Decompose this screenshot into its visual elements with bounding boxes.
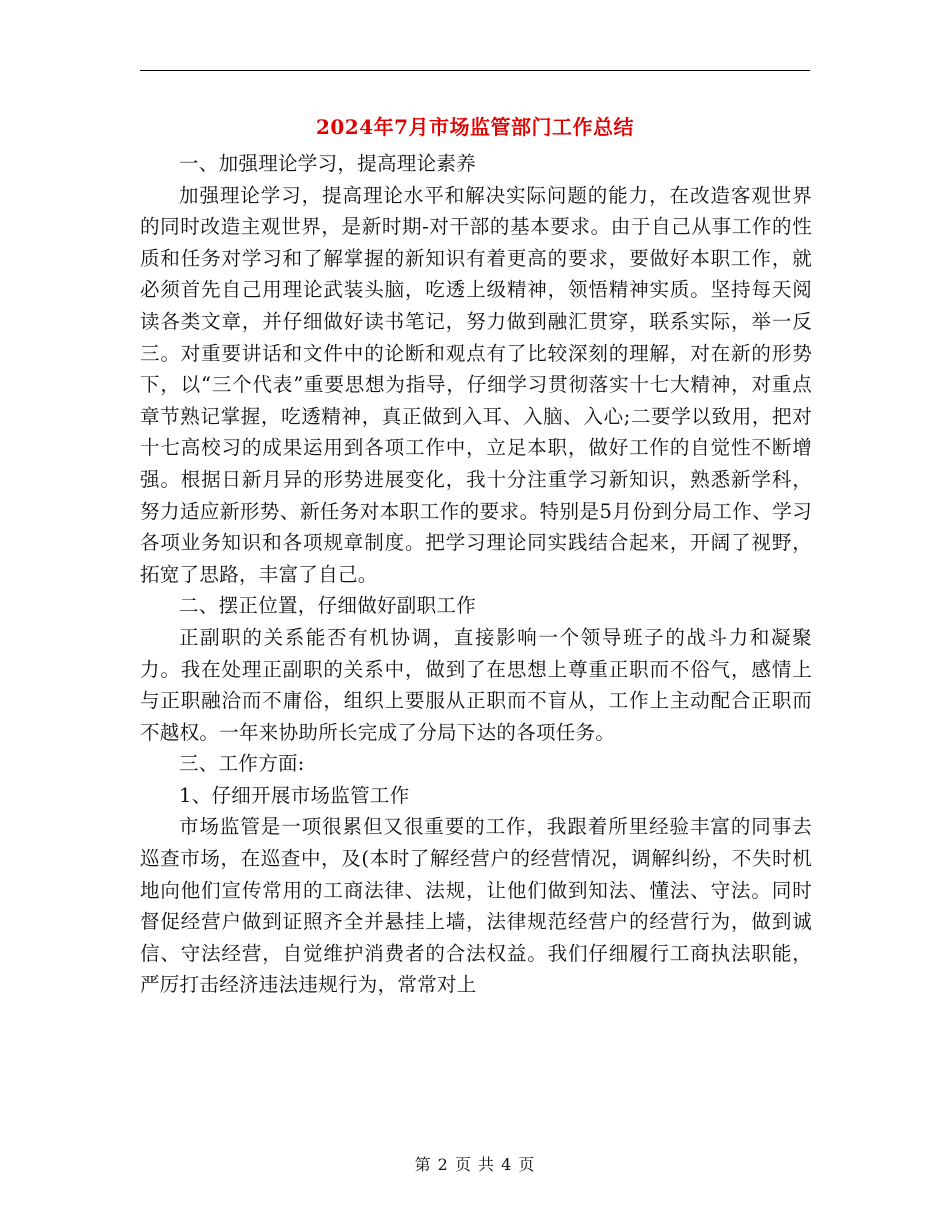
document-body	[140, 148, 812, 1001]
section-heading-3: 三、工作方面:	[179, 752, 305, 776]
section-heading-2: 二、摆正位置，仔细做好副职工作	[179, 594, 477, 618]
subsection-heading-1: 1、仔细开展市场监管工作	[179, 783, 410, 807]
body-paragraph-1: 加强理论学习，提高理论水平和解决实际问题的能力，在改造客观世界的同时改造主观世界，是新时期-对干部的基本要求。由于自己从事工作的性质和任务对学习和了解掌握的新知识有着更高的要求，要做好本职工作，就必须首先自己用理论武装头脑，吃透上级精神，领悟精神实质。坚持每天阅读各类文章，并仔细做好读书笔记，努力做到融汇贯穿，联系实际，举一反三。对重要讲话和文件中的论断和观点有了比较深刻的理解，对在新的形势下，以“三个代表”重要思想为指导，仔细学习贯彻落实十七大精神，对重点章节熟记掌握，吃透精神，真正做到入耳、入脑、入心;二要学以致用，把对十七高校习的成果运用到各项工作中，立足本职，做好工作的自觉性不断增强。根据日新月异的形势进展变化，我十分注重学习新知识，熟悉新学科，努力适应新形势、新任务对本职工作的要求。特别是5月份到分局工作、学习各项业务知识和各项规章制度。把学习理论同实践结合起来，开阔了视野，拓宽了思路，丰富了自己。	[140, 183, 812, 586]
page-number: 第 2 页 共 4 页	[414, 1155, 536, 1174]
body-paragraph-3: 市场监管是一项很累但又很重要的工作，我跟着所里经验丰富的同事去巡查市场，在巡查中，及(本时了解经营户的经营情况，调解纠纷，不失时机地向他们宣传常用的工商法律、法规，让他们做到知法、懂法、守法。同时督促经营户做到证照齐全并悬挂上墙，法律规范经营户的经营行为，做到诚信、守法经营，自觉维护消费者的合法权益。我们仔细履行工商执法职能，严厉打击经济违法违规行为，常常对上	[140, 815, 812, 997]
body-paragraph-2: 正副职的关系能否有机协调，直接影响一个领导班子的战斗力和凝聚力。我在处理正副职的关系中，做到了在思想上尊重正职而不俗气，感情上与正职融洽而不庸俗，组织上要服从正职而不盲从，工作上主动配合正职而不越权。一年来协助所长完成了分局下达的各项任务。	[140, 625, 812, 744]
header-rule	[140, 70, 810, 71]
section-heading-1: 一、加强理论学习，提高理论素养	[179, 152, 477, 175]
document-title: 2024年7月市场监管部门工作总结	[315, 115, 635, 139]
